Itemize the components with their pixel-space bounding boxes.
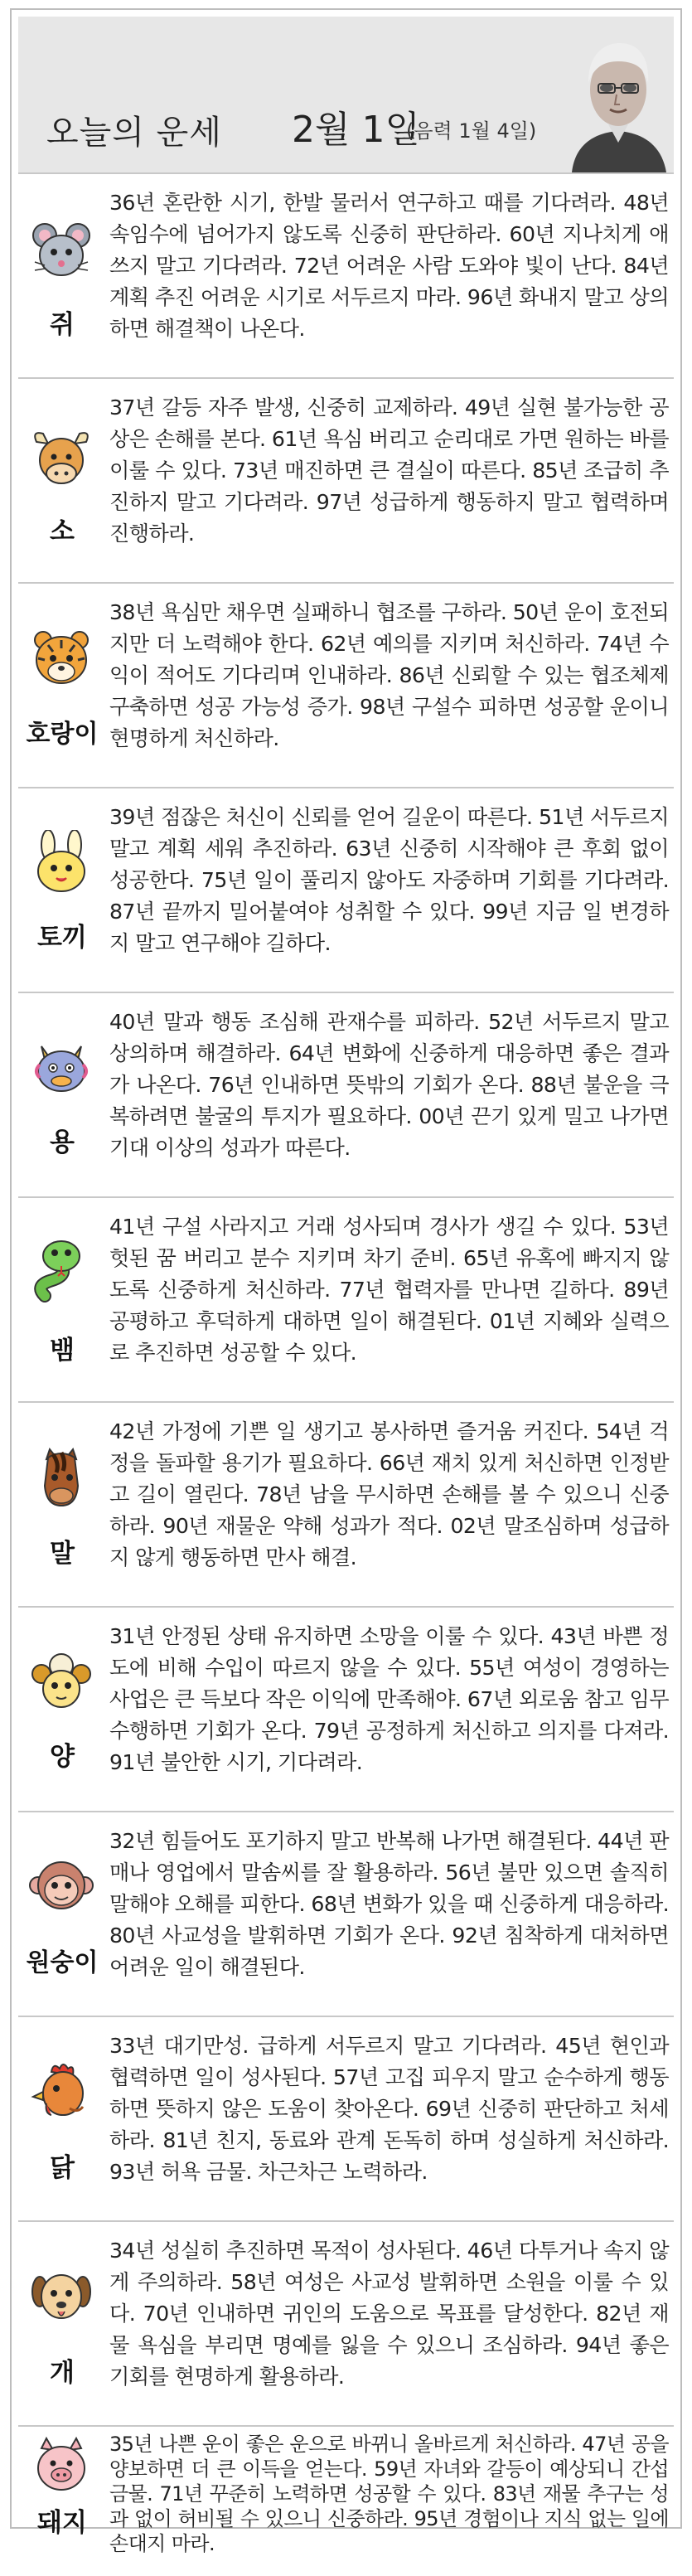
fortune-row-snake: [18, 1196, 674, 1401]
fortune-text: 40년 말과 행동 조심해 관재수를 피하라. 52년 서두르지 말고 상의하며 해결하라. 64년 변화에 신중하게 대응하면 좋은 결과가 나온다. 76년 인내하면 뜻밖의 기회가 온다. 88년 불운을 극복하려면 불굴의 투지가 필요하다. 00년 끈기 있게 밀고 나가면 기대 이상의 성과가 따른다.: [109, 1010, 669, 1160]
fortune-row-monkey: [18, 1811, 674, 2016]
monkey-icon: [28, 1852, 94, 1919]
zodiac-name: 뱀: [50, 1336, 75, 1366]
zodiac-cell: [18, 1403, 106, 1606]
fortune-row-rabbit: [18, 787, 674, 992]
zodiac-cell: [18, 1812, 106, 2016]
zodiac-name: 용: [50, 1128, 75, 1157]
fortune-text: 42년 가정에 기쁜 일 생기고 봉사하면 즐거움 커진다. 54년 걱정을 돌파할 용기가 필요하다. 66년 재치 있게 처신하면 인정받고 길이 열린다. 78년 남을 무시하면 손해를 볼 수 있으니 신중하라. 90년 재물운 약해 성과가 적다. 02년 말조심하며 성급하지 않게 행동하면 만사 해결.: [109, 1419, 669, 1569]
fortune-text: 37년 갈등 자주 발생, 신중히 교제하라. 49년 실현 불가능한 공상은 손해를 본다. 61년 욕심 버리고 순리대로 가면 원하는 바를 이룰 수 있다. 73년 매진하면 큰 결실이 따른다. 85년 조급히 추진하지 말고 기다려라. 97년 성급하게 행동하지 말고 협력하며 진행하라.: [109, 395, 669, 546]
fortune-row-ox: [18, 377, 674, 582]
zodiac-cell: [18, 993, 106, 1196]
horse-icon: [28, 1444, 94, 1511]
zodiac-name: 돼지: [37, 2508, 87, 2538]
zodiac-name: 소: [50, 517, 75, 546]
rooster-icon: [28, 2059, 94, 2125]
solar-date: 2월 1일: [292, 109, 420, 151]
fortune-text: 38년 욕심만 채우면 실패하니 협조를 구하라. 50년 운이 호전되지만 더 노력해야 한다. 62년 예의를 지키며 처신하라. 74년 수익이 적어도 기다리며 인내하라. 86년 신뢰할 수 있는 협조체제 구축하면 성공 가능성 증가. 98년 구설수 피하면 성공할 운이니 현명하게 처신하라.: [109, 600, 669, 750]
zodiac-name: 원숭이: [26, 1948, 99, 1977]
lunar-date: (음력 1월 4일): [406, 119, 537, 143]
fortune-row-rat: [18, 172, 674, 377]
dog-icon: [28, 2263, 94, 2330]
fortune-row-rooster: [18, 2016, 674, 2220]
zodiac-cell: [18, 584, 106, 787]
zodiac-cell: [18, 2427, 106, 2576]
fortune-text: 35년 나쁜 운이 좋은 운으로 바뀌니 올바르게 처신하라. 47년 공을 양보하면 더 큰 이득을 얻는다. 59년 자녀와 갈등이 예상되니 간섭 금물. 71년 꾸준히 노력하면 성공할 수 있다. 83년 재물 추구는 성과 없이 허비될 수 있으니 신중하라. 95년 경험이나 지식 없는 일에 손대지 마라.: [109, 2433, 669, 2555]
fortune-row-tiger: [18, 582, 674, 787]
fortune-text: 34년 성실히 추진하면 목적이 성사된다. 46년 다투거나 속지 않게 주의하라. 58년 여성은 사교성 발휘하면 소원을 이룰 수 있다. 70년 인내하면 귀인의 도움으로 목표를 달성한다. 82년 재물 욕심을 부리면 명예를 잃을 수 있으니 조심하라. 94년 좋은 기회를 현명하게 활용하라.: [109, 2239, 669, 2389]
sheep-icon: [28, 1649, 94, 1715]
zodiac-name: 호랑이: [26, 720, 99, 749]
tiger-icon: [28, 625, 94, 691]
zodiac-cell: [18, 788, 106, 992]
zodiac-name: 양: [50, 1742, 75, 1772]
fortune-text: 39년 점잖은 처신이 신뢰를 얻어 길운이 따른다. 51년 서두르지 말고 계획 세워 추진하라. 63년 신중히 시작해야 큰 후회 없이 성공한다. 75년 일이 풀리지 않아도 자중하며 기회를 기다려라. 87년 끝까지 밀어붙여야 성취할 수 있다. 99년 지금 일 변경하지 말고 연구해야 길하다.: [109, 805, 669, 955]
page-title: 오늘의 운세: [46, 114, 222, 152]
zodiac-cell: [18, 2222, 106, 2425]
rabbit-icon: [28, 830, 94, 896]
snake-icon: [28, 1236, 94, 1303]
fortune-row-horse: [18, 1401, 674, 1606]
fortune-text: 41년 구설 사라지고 거래 성사되며 경사가 생길 수 있다. 53년 헛된 꿈 버리고 분수 지키며 차기 준비. 65년 유혹에 빠지지 않도록 신중하게 처신하라. 77년 협력자를 만나면 길하다. 89년 공평하고 후덕하게 대하면 일이 해결된다. 01년 지혜와 실력으로 추진하면 성공할 수 있다.: [109, 1215, 669, 1365]
zodiac-name: 닭: [50, 2153, 75, 2183]
zodiac-name: 말: [50, 1539, 75, 1569]
zodiac-cell: [18, 1198, 106, 1401]
author-photo: [564, 18, 673, 172]
zodiac-name: 쥐: [50, 310, 75, 340]
fortune-text: 31년 안정된 상태 유지하면 소망을 이룰 수 있다. 43년 바쁜 정도에 비해 수입이 따르지 않을 수 있다. 55년 여성이 경영하는 사업은 큰 득보다 작은 이익에 만족해야. 67년 외로움 참고 임무 수행하면 기회가 온다. 79년 공정하게 처신하고 의지를 다져라. 91년 불안한 시기, 기다려라.: [109, 1624, 669, 1774]
fortune-text: 32년 힘들어도 포기하지 말고 반복해 나가면 해결된다. 44년 판매나 영업에서 말솜씨를 잘 활용하라. 56년 불만 있으면 솔직히 말해야 오해를 피한다. 68년 변화가 있을 때 신중하게 대응하라. 80년 사교성을 발휘하면 기회가 온다. 92년 침착하게 대처하면 어려운 일이 해결된다.: [109, 1829, 669, 1979]
zodiac-name: 토끼: [37, 923, 87, 953]
dragon-icon: [28, 1035, 94, 1101]
fortune-row-pig: [18, 2425, 674, 2555]
fortune-row-dragon: [18, 992, 674, 1196]
pig-icon: [28, 2433, 94, 2500]
fortune-text: 36년 혼란한 시기, 한발 물러서 연구하고 때를 기다려라. 48년 속임수에 넘어가지 않도록 신중히 판단하라. 60년 지나치게 애쓰지 말고 기다려라. 72년 어려운 사람 도와야 빛이 난다. 84년 계획 추진 어려운 시기로 서두르지 마라. 96년 화내지 말고 상의하면 해결책이 나온다.: [109, 191, 669, 341]
zodiac-name: 개: [50, 2358, 75, 2388]
ox-icon: [28, 425, 94, 492]
fortune-row-dog: [18, 2220, 674, 2425]
zodiac-cell: [18, 379, 106, 582]
rat-icon: [28, 217, 94, 284]
fortune-row-sheep: [18, 1606, 674, 1811]
zodiac-cell: [18, 2017, 106, 2220]
zodiac-cell: [18, 174, 106, 377]
fortune-text: 33년 대기만성. 급하게 서두르지 말고 기다려라. 45년 현인과 협력하면 일이 성사된다. 57년 고집 피우지 말고 순수하게 행동하면 뜻하지 않은 도움이 찾아온다. 69년 신중히 판단하고 처세하라. 81년 친지, 동료와 관계 돈독히 하며 성실하게 처신하라. 93년 허욕 금물. 차근차근 노력하라.: [109, 2034, 669, 2184]
zodiac-cell: [18, 1608, 106, 1811]
